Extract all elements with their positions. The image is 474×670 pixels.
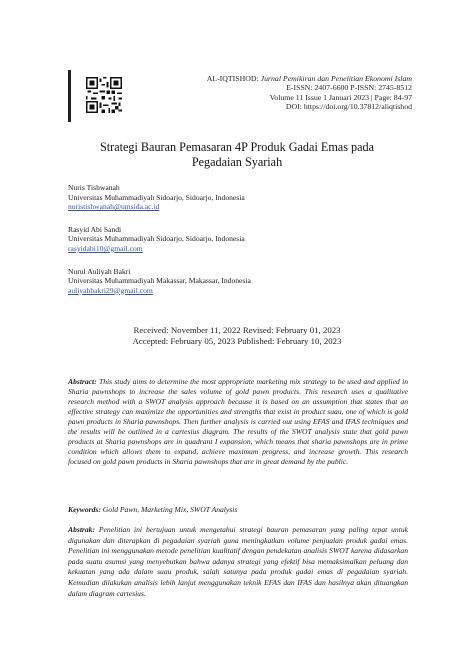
- header-rule: [68, 70, 71, 122]
- journal-line-1: AL-IQTISHOD: Jurnal Pemikiran dan Penelitian Ekonomi Islam: [206, 74, 412, 83]
- author-email-link[interactable]: nuristishwanah@umsida.ac.id: [68, 202, 160, 212]
- author-block: [68, 225, 408, 254]
- journal-description: Jurnal Pemikiran dan Penelitian Ekonomi Islam: [260, 74, 412, 83]
- abstract-en: [68, 377, 408, 467]
- journal-doi[interactable]: DOI: https://doi.org/10.37812/aliqtishod: [285, 102, 412, 112]
- author-name: Nuris Tishwanah: [68, 183, 120, 192]
- keywords: [68, 505, 408, 515]
- title-line-2: Pegadaian Syariah: [191, 154, 283, 169]
- author-list: [68, 183, 408, 308]
- abstract-id: [68, 525, 408, 599]
- author-block: [68, 183, 408, 212]
- journal-issn: E-ISSN: 2407-6600 P-ISSN: 2745-8512: [286, 83, 412, 93]
- journal-name: AL-IQTISHOD: [206, 74, 257, 83]
- author-affiliation: Universitas Muhammadiyah Makassar, Makassar, Indonesia: [68, 276, 251, 286]
- author-block: [68, 267, 408, 296]
- author-email-link[interactable]: rasyidabi10@gmail.com: [68, 243, 143, 253]
- paper-title: [60, 140, 414, 169]
- author-affiliation: Universitas Muhammadiyah Sidoarjo, Sidoarjo, Indonesia: [68, 192, 245, 202]
- dates-line-1: Received: November 11, 2022 Revised: February 01, 2023: [133, 325, 341, 335]
- qr-code-icon: [86, 77, 122, 113]
- abstrak-label: Abstrak:: [68, 525, 96, 534]
- abstract-label: Abstract:: [68, 377, 97, 386]
- author-name: Nurul Auliyah Bakri: [68, 266, 131, 276]
- author-email-link[interactable]: auliyahbakri29@gmail.com: [68, 285, 153, 295]
- abstrak-text: Penelitian ini bertujuan untuk mengetahui strategi bauran pemasaran yang paling tepat untuk digunakan dan diterapkan di pegadaian syariah guna meningkatkan volume penjualan produk gadai emas. Penelitian ini menggunakan metode penelitian kualitatif dengan pendekatan analisis SWOT karena didasarkan pada suatu asumsi yang menyebutkan bahwa adanya strategi yang efektif bisa memaksimalkan peluang dan kekuatan yang ada dalam suau produk, salah satunya pada produk gadai emas di pegadaian syariah. Kemudian dilakukan analisis lebih lanjut menggunakan teknik EFAS dan IFAS dan hasilnya akan dituangkan dalam diagram cartesius.: [68, 525, 408, 598]
- title-line-1: Strategi Bauran Pemasaran 4P Produk Gadai Emas pada: [99, 140, 375, 154]
- submission-dates: [60, 325, 414, 347]
- abstract-text: This study aims to determine the most appropriate marketing mix strategy to be used and applied in Sharia pawnshops to increase the sales volume of gold pawn products. This research uses a qualitative research method with a SWOT analysis approach because it is based on an assumption that states that an effective strategy can maximize the opportunities and strengths that exist in product suau, one of which is gold pawn products in Sharia pawnshops. Then further analysis is carried out using EFAS and IFAS techniques and the results will be outlined in a cartesius diagram. The results of the SWOT analysis state that gold pawn products at Sharia pawnshops are in quadrant I expansion, which means that sharia pawnshops are in prime condition which allows them to expand, achieve maximum progress, and increase growth. This research focused on gold pawn products in Sharia pawnshops that are in great demand by the public.: [68, 377, 408, 466]
- dates-line-2: Accepted: February 05, 2023 Published: February 10, 2023: [132, 336, 342, 347]
- journal-info: [132, 74, 412, 112]
- keywords-text: Gold Pawn, Marketing Mix, SWOT Analysis: [100, 505, 238, 514]
- author-affiliation: Universitas Muhammadiyah Sidoarjo, Sidoarjo, Indonesia: [68, 234, 245, 244]
- keywords-label: Keywords:: [68, 505, 101, 514]
- author-name: Rasyid Abi Sandi: [68, 224, 122, 234]
- journal-volume: Volume 11 Issue 1 Januari 2023 | Page: 84-97: [269, 92, 412, 102]
